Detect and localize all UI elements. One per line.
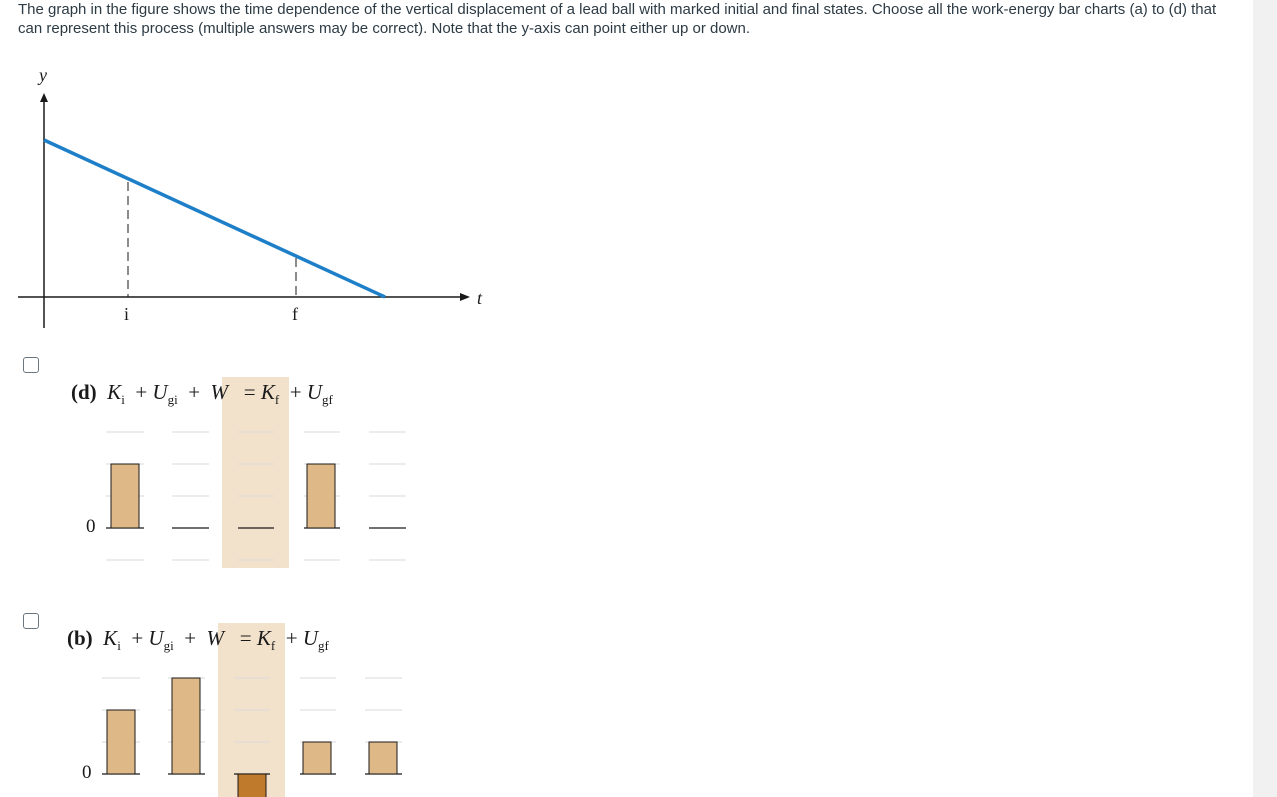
bar-b-k-f [303, 742, 331, 774]
eq-equals: = [239, 626, 252, 650]
t-axis-arrow [460, 293, 470, 301]
eq-k-f-sub: f [270, 638, 276, 654]
option-b-label: (b) [67, 626, 93, 650]
t-axis-label: t [477, 288, 483, 308]
eq-u-gf: U [302, 626, 319, 650]
bar-b-k-i [107, 710, 135, 774]
eq-k-f-sub: f [274, 392, 280, 408]
initial-label: i [124, 304, 130, 324]
eq-plus: + [289, 380, 302, 404]
eq-k-f: K [256, 626, 271, 650]
eq-k-i-sub: i [121, 392, 125, 408]
y-axis-label: y [39, 65, 47, 85]
final-label: f [292, 304, 298, 324]
bars-b [0, 0, 420, 797]
bar-b-u-gf [369, 742, 397, 774]
zero-label-b: 0 [82, 762, 92, 783]
option-d-label: (d) [71, 380, 97, 404]
eq-plus: + [188, 380, 201, 404]
eq-u-gi-sub: gi [163, 638, 174, 654]
eq-u-gi-sub: gi [167, 392, 178, 408]
eq-k-i-sub: i [117, 638, 121, 654]
eq-u-gi: U [152, 380, 168, 404]
eq-u-gf-sub: gf [318, 638, 329, 654]
eq-k-f: K [260, 380, 275, 404]
equation-b [67, 626, 329, 654]
page-scrollbar[interactable] [1253, 0, 1277, 797]
eq-plus: + [184, 626, 197, 650]
eq-plus: + [285, 626, 298, 650]
eq-u-gf-sub: gf [322, 392, 333, 408]
zero-label-d: 0 [86, 516, 96, 537]
eq-u-gi: U [148, 626, 164, 650]
eq-w: W [210, 380, 229, 404]
bar-b-u-gi [172, 678, 200, 774]
eq-k-i: K [107, 380, 122, 404]
eq-plus: + [131, 626, 144, 650]
eq-u-gf: U [306, 380, 323, 404]
eq-k-i: K [103, 626, 118, 650]
eq-plus: + [135, 380, 148, 404]
question-text: The graph in the figure shows the time dependence of the vertical displacement of a lead ball with marked initial and final states. Choose all the work-energy bar charts (a) to (d) that can represent this process (multiple answers may be correct). Note that the y-axis can point either up or down. [18, 1, 1217, 37]
eq-w: W [206, 626, 225, 650]
eq-equals: = [243, 380, 256, 404]
bar-b-w [238, 774, 266, 797]
